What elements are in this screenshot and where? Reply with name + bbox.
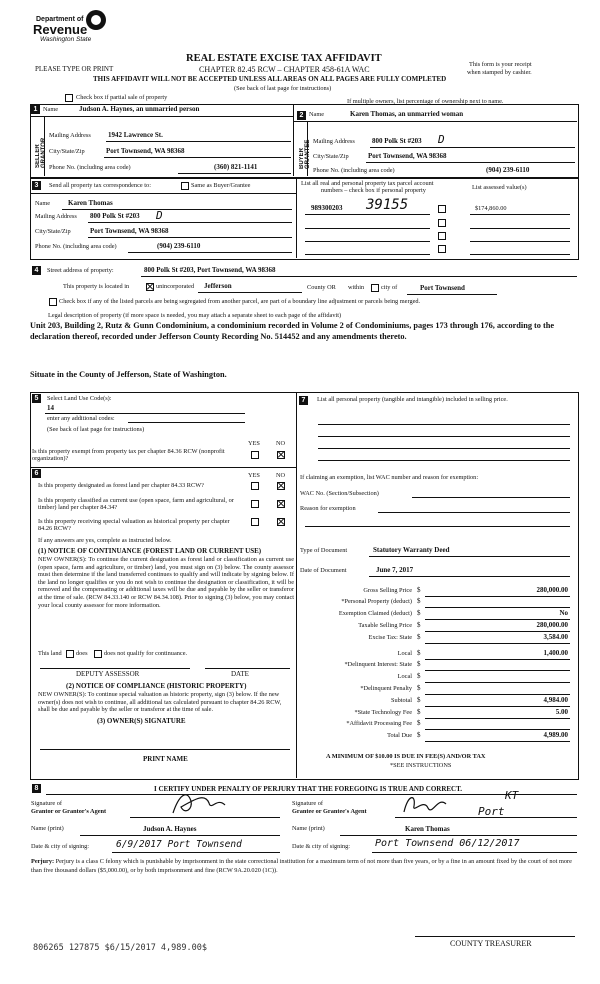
corr-city-label: City/State/Zip bbox=[35, 228, 71, 235]
parcel-4-personal-checkbox[interactable] bbox=[438, 245, 446, 253]
seller-city-label: City/State/Zip bbox=[49, 148, 85, 155]
grantee-initials: KT bbox=[505, 789, 519, 802]
notice-compliance-title: (2) NOTICE OF COMPLIANCE (HISTORIC PROPERTY) bbox=[66, 682, 247, 690]
please-type: PLEASE TYPE OR PRINT bbox=[35, 65, 114, 73]
historic-no-checkbox[interactable] bbox=[277, 518, 285, 526]
parcel-handwritten-number: 39155 bbox=[366, 197, 409, 213]
county-treasurer-label: COUNTY TREASURER bbox=[450, 939, 532, 948]
tax-row-label: Total Due bbox=[387, 732, 412, 739]
grantee-signature-extra: Port bbox=[478, 805, 505, 818]
partial-sale-checkbox[interactable] bbox=[65, 94, 73, 102]
dollar-sign: $ bbox=[417, 660, 421, 668]
dollar-sign: $ bbox=[417, 696, 421, 704]
tax-row-label: Taxable Selling Price bbox=[358, 622, 412, 629]
corr-phone-label: Phone No. (including area code) bbox=[35, 243, 117, 250]
within-city-checkbox[interactable] bbox=[371, 284, 379, 292]
grantor-date-city-label: Date & city of signing: bbox=[31, 843, 90, 850]
personal-property-label: List all personal property (tangible and intangible) included in selling price. bbox=[317, 396, 508, 403]
deputy-assessor-label: DEPUTY ASSESSOR bbox=[76, 670, 140, 678]
notice-continuance-title: (1) NOTICE OF CONTINUANCE (FOREST LAND OR CURRENT USE) bbox=[38, 547, 262, 555]
perjury-label: Perjury: bbox=[31, 858, 55, 865]
unincorporated-label: unincorporated bbox=[156, 283, 195, 290]
seller-phone[interactable]: (360) 821-1141 bbox=[214, 163, 258, 171]
dept-line3: Washington State bbox=[40, 36, 92, 43]
dollar-sign: $ bbox=[417, 731, 421, 739]
tax-row-label: Local bbox=[397, 650, 412, 657]
notice-compliance-body: NEW OWNER(S): To continue special valuation as historic property, sign (3) below. If the new owner(s) does not wish to continue, all additional tax calculated pursuant to chapter 84.26 RCW, shall be due and payable by the seller or transferor at the time of sale. bbox=[38, 691, 282, 714]
perjury-text: Perjury is a class C felony which is punishable by imprisonment in the state correctional institution for a maximum term of not more than five years, or by a fine in an amount fixed by the court of not more than five thousand dollars ($5,000.00), or by both imprisonment and fine (RCW 9A.20.020 (1C)). bbox=[31, 858, 572, 874]
doc-date-label: Date of Document bbox=[300, 567, 347, 574]
dollar-sign: $ bbox=[417, 609, 421, 617]
county-or-label: County OR bbox=[307, 284, 336, 291]
grantee-agent-label: Grantee or Grantee's Agent bbox=[292, 808, 367, 815]
tax-row-label: *Affidavit Processing Fee bbox=[346, 720, 412, 727]
land-use-label: Select Land Use Code(s): bbox=[47, 395, 112, 402]
dollar-sign: $ bbox=[417, 621, 421, 629]
reason-label: Reason for exemption bbox=[300, 505, 356, 512]
historic-yes-checkbox[interactable] bbox=[251, 518, 259, 526]
partial-sale-label: Check box if partial sale of property bbox=[76, 94, 168, 101]
legal-desc-label: Legal description of property (if more space is needed, you may attach a separate sheet to each page of the affidavit) bbox=[48, 312, 342, 319]
land-use-code[interactable]: 14 bbox=[47, 404, 54, 412]
doc-type-label: Type of Document bbox=[300, 547, 348, 554]
corr-name[interactable]: Karen Thomas bbox=[68, 199, 113, 207]
dollar-sign: $ bbox=[417, 633, 421, 641]
parcel-1-personal-checkbox[interactable] bbox=[438, 205, 446, 213]
current-use-no-checkbox[interactable] bbox=[277, 500, 285, 508]
grantor-signature-label: Signature of bbox=[31, 800, 62, 807]
notice-continuance-body: NEW OWNER(S): To continue the current designation as forest land or classification as current use (open space, farm and agriculture, or timber) land, you must sign on (3) below. The county assessor must then determine if the land transferred continues to qualify and will indicate by signing below. If the land no longer qualifies or you do not wish to continue the designation or classification, it will be removed and the compensating or additional taxes will be due and payable by the seller or transferor at the time of sale. (RCW 84.33.140 or RCW 84.34.108). Prior to signing (3) below, you may contact your local county assessor for more information. bbox=[38, 556, 294, 609]
parcel-number-1[interactable]: 989300203 bbox=[311, 204, 343, 212]
receipt-line1: This form is your receipt bbox=[469, 61, 532, 68]
dollar-sign: $ bbox=[417, 672, 421, 680]
buyer-name-label: Name bbox=[309, 111, 325, 118]
within-label: within bbox=[348, 284, 365, 291]
tax-row-value[interactable]: 3,584.00 bbox=[543, 633, 568, 641]
buyer-mailing-label: Mailing Address bbox=[313, 138, 355, 145]
if-yes-note: If any answers are yes, complete as instructed below. bbox=[38, 537, 172, 544]
buyer-phone-label: Phone No. (including area code) bbox=[313, 167, 395, 174]
same-as-buyer-label: Same as Buyer/Grantee bbox=[191, 182, 251, 189]
tax-row-value[interactable]: 4,984.00 bbox=[543, 696, 568, 704]
exemption-label: If claiming an exemption, list WAC number and reason for exemption: bbox=[300, 474, 479, 481]
forest-land-question: Is this property designated as forest land per chapter 84.33 RCW? bbox=[38, 482, 204, 489]
minimum-fee-note: A MINIMUM OF $10.00 IS DUE IN FEE(S) AND/OR TAX bbox=[326, 753, 486, 760]
current-use-question: Is this property classified as current use (open space, farm and agricultural, or timber) land per chapter 84.34? bbox=[38, 497, 234, 512]
seller-mailing[interactable]: 1942 Lawrence St. bbox=[108, 131, 163, 139]
parcel-2-personal-checkbox[interactable] bbox=[438, 219, 446, 227]
grantee-signature-label: Signature of bbox=[292, 800, 323, 807]
city-value[interactable]: Port Townsend bbox=[420, 284, 465, 292]
assessed-header: List assessed value(s) bbox=[472, 184, 527, 191]
exempt-no-checkbox[interactable] bbox=[277, 451, 285, 459]
forest-no-checkbox[interactable] bbox=[277, 482, 285, 490]
corr-mailing-handwritten-mark: D bbox=[156, 209, 163, 222]
see-instructions-note: *SEE INSTRUCTIONS bbox=[390, 762, 452, 769]
seller-name-label: Name bbox=[43, 106, 59, 113]
buyer-city-label: City/State/Zip bbox=[313, 153, 349, 160]
tax-row-value[interactable]: 1,400.00 bbox=[543, 649, 568, 657]
buyer-phone[interactable]: (904) 239-6110 bbox=[486, 166, 530, 174]
treasurer-stamp: 806265 127875 $6/15/2017 4,989.00$ bbox=[33, 943, 207, 953]
corr-name-label: Name bbox=[35, 200, 51, 207]
parcel-3-personal-checkbox[interactable] bbox=[438, 232, 446, 240]
section-5-number: 5 bbox=[32, 394, 41, 403]
buyer-mailing-handwritten-mark: D bbox=[438, 133, 445, 146]
see-back-line: (See back of last page for instructions) bbox=[234, 85, 332, 92]
section-8-number: 8 bbox=[32, 784, 41, 793]
dept-line2: Revenue bbox=[33, 22, 88, 37]
tax-row-label: Subtotal bbox=[391, 697, 412, 704]
land-does-checkbox[interactable] bbox=[66, 650, 74, 658]
grantee-name-print-label: Name (print) bbox=[292, 825, 325, 832]
tax-row-value[interactable]: 280,000.00 bbox=[536, 621, 568, 629]
send-correspondence-label: Send all property tax correspondence to: bbox=[49, 182, 151, 189]
dept-line1: Department of bbox=[36, 16, 84, 23]
tax-row-value[interactable]: 5.00 bbox=[555, 708, 568, 716]
street-address[interactable]: 800 Polk St #203, Port Townsend, WA 98368 bbox=[144, 266, 276, 274]
land-use-no-header: NO bbox=[276, 440, 286, 447]
section-2-number: 2 bbox=[297, 111, 306, 120]
land-use-yes-header: YES bbox=[248, 440, 260, 447]
corr-city[interactable]: Port Townsend, WA 98368 bbox=[90, 227, 169, 235]
multiple-owners-note: If multiple owners, list percentage of ownership next to name. bbox=[347, 98, 504, 105]
this-land-label: This land bbox=[38, 650, 62, 657]
buyer-mailing[interactable]: 800 Polk St #203 bbox=[372, 137, 422, 145]
seller-mailing-label: Mailing Address bbox=[49, 132, 91, 139]
exempt-yes-checkbox[interactable] bbox=[251, 451, 259, 459]
receipt-line2: when stamped by cashier. bbox=[467, 69, 532, 76]
assessed-value-1[interactable]: $174,860.00 bbox=[475, 205, 507, 212]
tax-row-value[interactable]: 280,000.00 bbox=[536, 586, 568, 594]
tax-row-label: *Personal Property (deduct) bbox=[341, 598, 412, 605]
seller-name[interactable]: Judson A. Haynes, an unmarried person bbox=[79, 105, 200, 113]
certify-line: I CERTIFY UNDER PENALTY OF PERJURY THAT THE FOREGOING IS TRUE AND CORRECT. bbox=[154, 785, 463, 793]
dollar-sign: $ bbox=[417, 684, 421, 692]
parcel-header-line2: numbers – check box if personal property bbox=[321, 187, 426, 194]
tax-row-label: *Delinquent Interest: State bbox=[344, 661, 412, 668]
same-as-buyer-checkbox[interactable] bbox=[181, 182, 189, 190]
land-use-see-back: (See back of last page for instructions) bbox=[47, 426, 145, 433]
situate-line: Situate in the County of Jefferson, State of Washington. bbox=[30, 370, 227, 379]
street-address-label: Street address of property: bbox=[47, 267, 114, 274]
perjury-notice bbox=[31, 858, 579, 875]
tax-row-label: Excise Tax: State bbox=[368, 634, 412, 641]
grantee-date-city-label: Date & city of signing: bbox=[292, 843, 351, 850]
deputy-date-label: DATE bbox=[231, 670, 249, 678]
warning-line: THIS AFFIDAVIT WILL NOT BE ACCEPTED UNLESS ALL AREAS ON ALL PAGES ARE FULLY COMPLETED bbox=[93, 75, 447, 83]
land-does-not-label: does not qualify for continuance. bbox=[104, 650, 188, 657]
land-does-label: does bbox=[76, 650, 88, 657]
dollar-sign: $ bbox=[417, 597, 421, 605]
land-does-not-checkbox[interactable] bbox=[94, 650, 102, 658]
s6-no-header: NO bbox=[276, 472, 286, 479]
seller-city[interactable]: Port Townsend, WA 98368 bbox=[106, 147, 185, 155]
grantor-name-print-label: Name (print) bbox=[31, 825, 64, 832]
wac-label: WAC No. (Section/Subsection) bbox=[300, 490, 379, 497]
grantee-name-print[interactable]: Karen Thomas bbox=[405, 825, 450, 833]
corr-phone[interactable]: (904) 239-6110 bbox=[157, 242, 201, 250]
grantor-name-print[interactable]: Judson A. Haynes bbox=[143, 825, 197, 833]
section-1-number: 1 bbox=[31, 105, 40, 114]
legal-description[interactable]: Unit 203, Building 2, Rutz & Gunn Condominium, a condominium recorded in Volume 2 of Condominiums, pages 173 through 176, according to the declaration thereof, recorded under Jefferson County Recording No. 514452 and any amendments thereto. bbox=[30, 321, 555, 341]
city-of-label: city of bbox=[381, 284, 398, 291]
county-value[interactable]: Jefferson bbox=[204, 282, 232, 290]
grantee-date-city[interactable]: Port Townsend 06/12/2017 bbox=[375, 838, 520, 849]
doc-type-value[interactable]: Statutory Warranty Deed bbox=[373, 546, 450, 554]
seller-grantor-side-label: SELLER GRANTOR bbox=[35, 137, 47, 168]
historic-question: Is this property receiving special valuation as historical property per chapter 84.26 RCW? bbox=[38, 518, 230, 533]
owner-signature-label: (3) OWNER(S) SIGNATURE bbox=[97, 717, 186, 725]
dollar-sign: $ bbox=[417, 649, 421, 657]
grantor-agent-label: Grantor or Grantor's Agent bbox=[31, 808, 107, 815]
s6-yes-header: YES bbox=[248, 472, 260, 479]
doc-date-value[interactable]: June 7, 2017 bbox=[376, 566, 414, 574]
tax-row-label: *Delinquent Penalty bbox=[360, 685, 412, 692]
current-use-yes-checkbox[interactable] bbox=[251, 500, 259, 508]
section-7-number: 7 bbox=[299, 396, 308, 405]
located-in-label: This property is located in bbox=[63, 283, 130, 290]
section-6-number: 6 bbox=[32, 469, 41, 478]
segregated-label: Check box if any of the listed parcels are being segregated from another parcel, are part of a boundary line adjustment or parcels being merged. bbox=[59, 298, 421, 305]
buyer-city[interactable]: Port Townsend, WA 98368 bbox=[368, 152, 447, 160]
section-4-number: 4 bbox=[32, 266, 41, 275]
dollar-sign: $ bbox=[417, 719, 421, 727]
grantee-signature bbox=[398, 788, 458, 818]
tax-row-label: Gross Selling Price bbox=[363, 587, 412, 594]
parcel-header-line1: List all real and personal property tax parcel account bbox=[301, 180, 434, 187]
tax-row-value[interactable]: No bbox=[559, 609, 568, 617]
buyer-grantee-side-label: BUYER GRANTEE bbox=[299, 139, 311, 169]
tax-row-label: Exemption Claimed (deduct) bbox=[338, 610, 412, 617]
dollar-sign: $ bbox=[417, 708, 421, 716]
unincorporated-checkbox[interactable] bbox=[146, 283, 154, 291]
corr-mailing[interactable]: 800 Polk St #203 bbox=[90, 212, 140, 220]
section-3-number: 3 bbox=[32, 181, 41, 190]
form-title: REAL ESTATE EXCISE TAX AFFIDAVIT bbox=[186, 53, 382, 64]
forest-yes-checkbox[interactable] bbox=[251, 482, 259, 490]
corr-mailing-label: Mailing Address bbox=[35, 213, 77, 220]
tax-row-label: *State Technology Fee bbox=[354, 709, 412, 716]
grantor-date-city[interactable]: 6/9/2017 Port Townsend bbox=[116, 839, 242, 850]
dollar-sign: $ bbox=[417, 586, 421, 594]
buyer-name[interactable]: Karen Thomas, an unmarried woman bbox=[350, 110, 464, 118]
exempt-question: Is this property exempt from property tax per chapter 84.36 RCW (nonprofit organization)? bbox=[32, 448, 225, 463]
tax-row-value[interactable]: 4,989.00 bbox=[543, 731, 568, 739]
print-name-label: PRINT NAME bbox=[143, 755, 188, 763]
additional-codes-label: enter any additional codes: bbox=[47, 415, 115, 422]
segregated-checkbox[interactable] bbox=[49, 298, 57, 306]
seller-phone-label: Phone No. (including area code) bbox=[49, 164, 131, 171]
chapter-line: CHAPTER 82.45 RCW – CHAPTER 458-61A WAC bbox=[199, 65, 370, 74]
grantor-signature bbox=[165, 785, 245, 819]
tax-row-label: Local bbox=[397, 673, 412, 680]
